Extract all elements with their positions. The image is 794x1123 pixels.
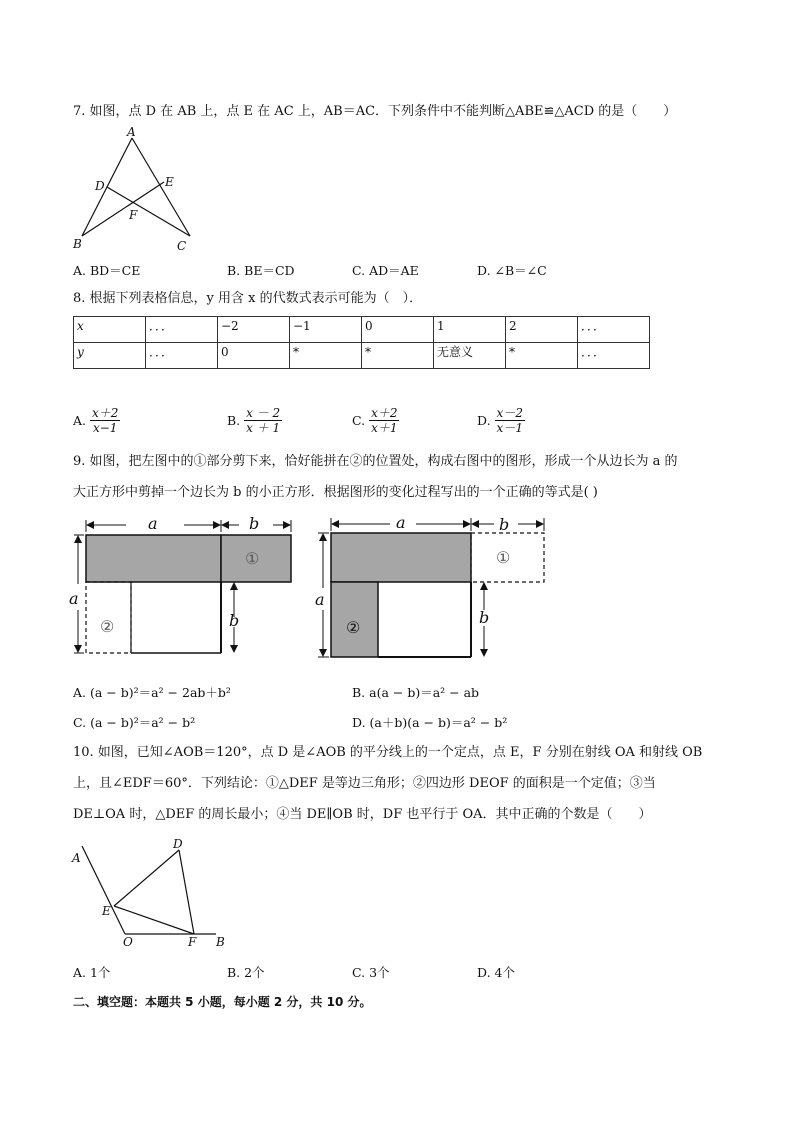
q9-prompt-line2: 大正方形中剪掉一个边长为 b 的小正方形．根据图形的变化过程写出的一个正确的等式是( ) bbox=[73, 485, 598, 500]
q8-table bbox=[73, 316, 650, 369]
q9-right-label-a-top: a bbox=[396, 513, 406, 532]
q10-prompt-line1: 10. 如图，已知∠AOB＝120°，点 D 是∠AOB 的平分线上的一个定点，点 E，F 分别在射线 OA 和射线 OB bbox=[73, 745, 703, 760]
q9-prompt-line1: 9. 如图，把左图中的①部分剪下来，恰好能拼在②的位置处，构成右图中的图形，形成一个从边长为 a 的 bbox=[73, 454, 678, 469]
q10-prompt-line3: DE⊥OA 时，△DEF 的周长最小；④当 DE∥OB 时，DF 也平行于 OA．其中正确的个数是（ ） bbox=[73, 807, 652, 822]
q8-option-letter: C. bbox=[352, 413, 366, 428]
q8-fraction-b bbox=[244, 406, 282, 435]
q7-figure bbox=[70, 124, 200, 254]
q7-label-f: F bbox=[129, 208, 138, 222]
q10-label-d: D bbox=[173, 837, 183, 851]
q9-right-piece2: ② bbox=[346, 618, 361, 637]
table-cell: ．．． bbox=[578, 317, 650, 343]
q10-option-a: A. 1个 bbox=[73, 965, 111, 980]
q10-label-f: F bbox=[188, 935, 197, 949]
q8-fraction-c bbox=[369, 406, 399, 435]
numerator: x＋2 bbox=[92, 406, 119, 420]
q7-label-d: D bbox=[95, 179, 105, 193]
q9-option-b: B. a(a − b)＝a² − ab bbox=[352, 685, 480, 700]
q7-prompt: 7. 如图，点 D 在 AB 上，点 E 在 AC 上，AB＝AC．下列条件中不能判断△ABE≌△ACD 的是（ ） bbox=[73, 104, 677, 119]
q9-figure bbox=[66, 512, 556, 664]
table-cell: * bbox=[290, 343, 362, 369]
denominator: x＋1 bbox=[371, 421, 398, 435]
q8-prompt: 8. 根据下列表格信息，y 用含 x 的代数式表示可能为（ ）． bbox=[73, 291, 423, 306]
q10-label-o: O bbox=[123, 935, 133, 949]
q10-option-d: D. 4个 bbox=[477, 965, 515, 980]
table-cell: 0 bbox=[218, 343, 290, 369]
table-cell: * bbox=[362, 343, 434, 369]
table-cell: 1 bbox=[434, 317, 506, 343]
table-cell: * bbox=[506, 343, 578, 369]
q8-option-d bbox=[477, 406, 525, 435]
table-cell: −2 bbox=[218, 317, 290, 343]
q7-label-c: C bbox=[177, 239, 187, 253]
table-cell: x bbox=[74, 317, 146, 343]
q9-option-a: A. (a − b)²＝a² − 2ab＋b² bbox=[73, 685, 231, 700]
q10-label-a: A bbox=[72, 851, 81, 865]
q8-option-c bbox=[352, 406, 399, 435]
q9-right-piece1: ① bbox=[496, 548, 511, 567]
q8-option-letter: D. bbox=[477, 413, 491, 428]
q9-left-label-b-side: b bbox=[229, 611, 240, 630]
q8-option-letter: B. bbox=[227, 413, 241, 428]
q8-row-x bbox=[74, 317, 650, 343]
q9-left-piece2: ② bbox=[100, 617, 115, 636]
q9-left-label-a-top: a bbox=[148, 514, 158, 533]
q10-label-e: E bbox=[102, 904, 111, 918]
q7-label-a: A bbox=[127, 125, 136, 139]
q7-label-e: E bbox=[165, 175, 174, 189]
q9-right-label-b-top: b bbox=[499, 515, 510, 534]
table-cell: −1 bbox=[290, 317, 362, 343]
table-cell: ．．． bbox=[146, 317, 218, 343]
denominator: x−1 bbox=[92, 421, 118, 435]
numerator: x － 2 bbox=[246, 406, 281, 420]
q9-option-c: C. (a − b)²＝a² − b² bbox=[73, 715, 196, 730]
q8-row-y bbox=[74, 343, 650, 369]
table-cell: ．．． bbox=[146, 343, 218, 369]
q8-option-b bbox=[227, 406, 282, 435]
numerator: x＋2 bbox=[371, 406, 398, 420]
table-cell: y bbox=[74, 343, 146, 369]
q10-label-b: B bbox=[216, 935, 225, 949]
q9-option-d: D. (a＋b)(a − b)＝a² − b² bbox=[352, 715, 508, 730]
table-cell: ．．． bbox=[578, 343, 650, 369]
table-cell: 0 bbox=[362, 317, 434, 343]
section-heading: 二、填空题：本题共 5 小题，每小题 2 分，共 10 分。 bbox=[73, 995, 372, 1009]
numerator: x－2 bbox=[496, 406, 523, 420]
q8-fraction-d bbox=[495, 406, 525, 435]
q10-figure bbox=[68, 834, 238, 950]
q8-option-letter: A. bbox=[73, 413, 87, 428]
q8-fraction-a bbox=[90, 406, 120, 435]
denominator: x－1 bbox=[496, 421, 523, 435]
q10-option-b: B. 2个 bbox=[227, 965, 265, 980]
q9-left-piece1: ① bbox=[245, 549, 260, 568]
table-cell: 无意义 bbox=[434, 343, 506, 369]
q9-left-label-a-side: a bbox=[69, 589, 79, 608]
table-cell: 2 bbox=[506, 317, 578, 343]
q10-option-c: C. 3个 bbox=[352, 965, 390, 980]
q8-option-a bbox=[73, 406, 120, 435]
denominator: x ＋ 1 bbox=[246, 421, 281, 435]
q9-left-label-b-top: b bbox=[249, 514, 260, 533]
q7-option-c: C. AD＝AE bbox=[352, 263, 419, 278]
q9-right-label-a-side: a bbox=[315, 590, 325, 609]
q7-option-a: A. BD＝CE bbox=[73, 263, 141, 278]
q10-prompt-line2: 上，且∠EDF＝60°．下列结论：①△DEF 是等边三角形；②四边形 DEOF 的面积是一个定值；③当 bbox=[73, 776, 656, 791]
q7-option-b: B. BE＝CD bbox=[227, 263, 295, 278]
q9-right-label-b-side: b bbox=[479, 608, 490, 627]
q7-option-d: D. ∠B＝∠C bbox=[477, 263, 547, 278]
q7-label-b: B bbox=[73, 237, 82, 251]
